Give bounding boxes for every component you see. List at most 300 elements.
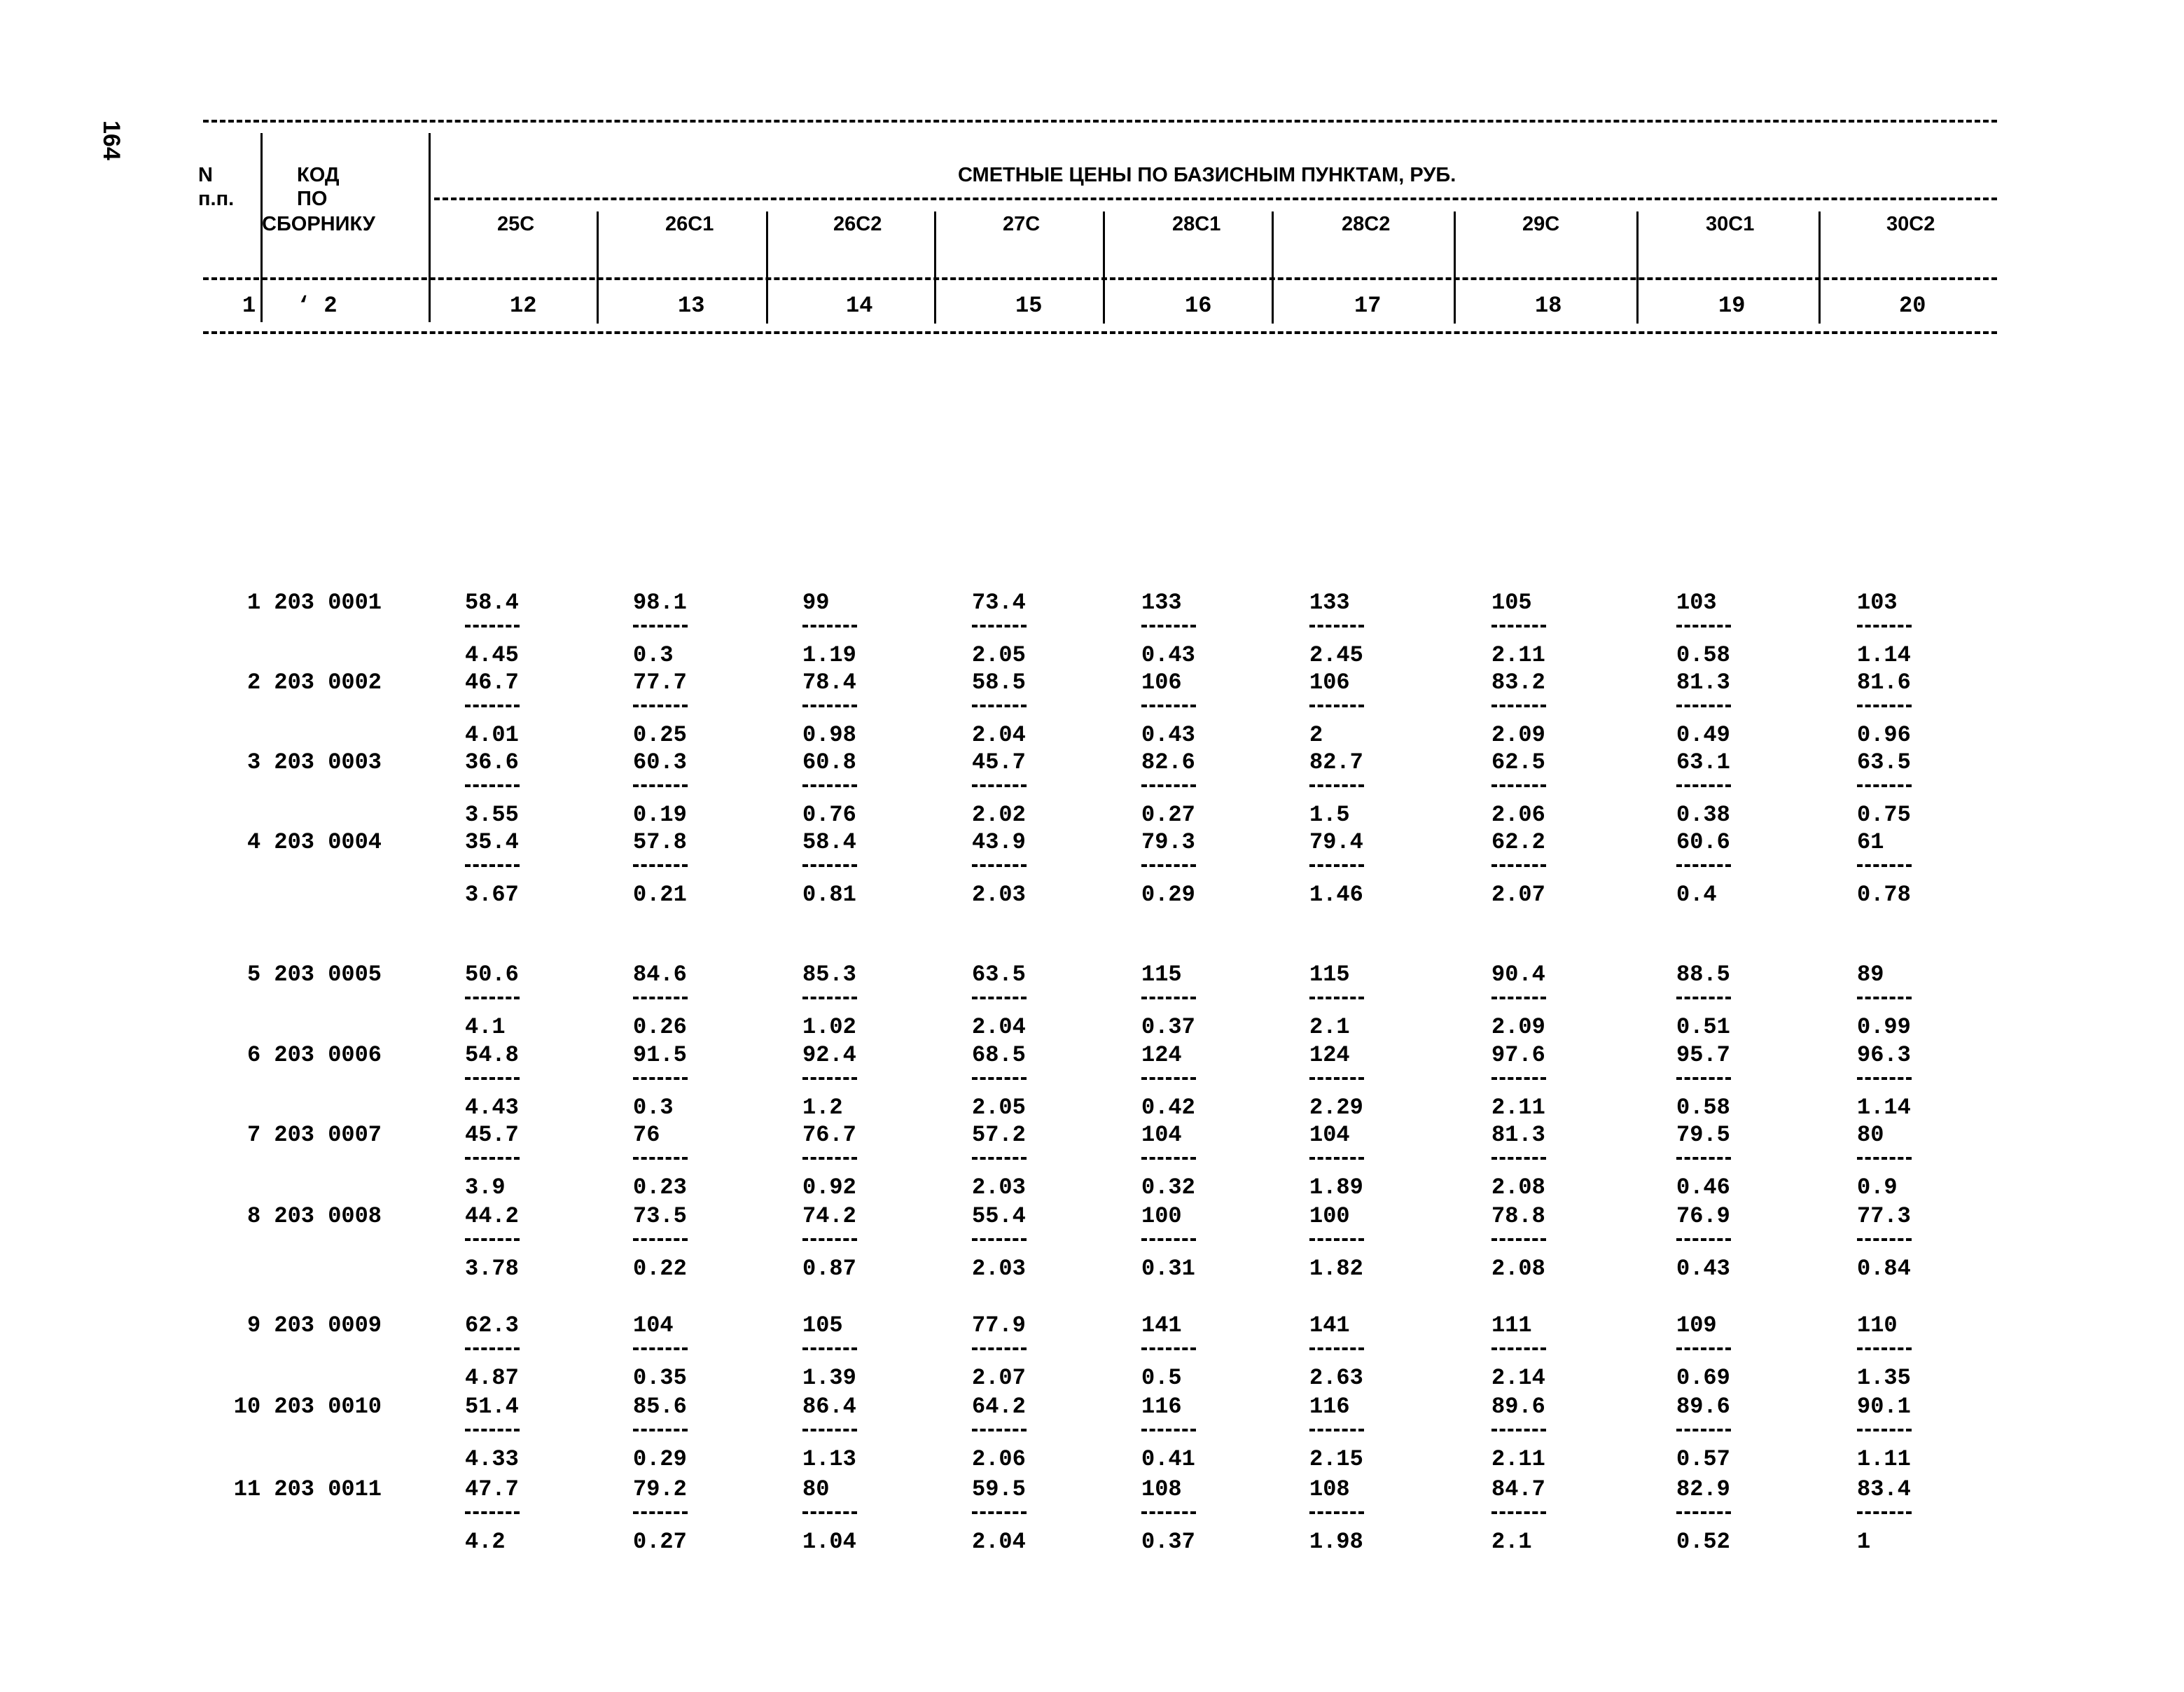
fraction-bar [1857,864,1912,867]
price-value: 63.5 [972,962,1026,987]
price-value: 96.3 [1857,1042,1911,1068]
column-number: 15 [1015,293,1043,319]
fraction-bar [1857,1429,1912,1431]
price-value: 58.5 [972,670,1026,695]
column-number: 19 [1718,293,1746,319]
fraction-bar [633,997,688,999]
price-value: 74.2 [802,1203,856,1229]
fraction-bar [465,1511,520,1514]
price-subvalue: 0.41 [1141,1446,1195,1472]
fraction-bar [1141,784,1196,787]
price-subvalue: 0.58 [1676,1095,1730,1121]
price-value: 78.8 [1491,1203,1545,1229]
fraction-bar [972,1429,1027,1431]
price-subvalue: 1.11 [1857,1446,1911,1472]
fraction-bar [802,1238,857,1241]
fraction-bar [465,784,520,787]
price-subvalue: 2.08 [1491,1256,1545,1282]
fraction-bar [1491,997,1546,999]
price-subvalue: 2.11 [1491,1446,1545,1472]
fraction-bar [972,997,1027,999]
price-subvalue: 0.9 [1857,1174,1898,1200]
price-value: 79.5 [1676,1122,1730,1148]
price-value: 77.3 [1857,1203,1911,1229]
price-subvalue: 2.09 [1491,1014,1545,1040]
header-bottom-rule [203,331,1997,334]
price-value: 73.5 [633,1203,687,1229]
fraction-bar [1491,864,1546,867]
price-subvalue: 2.08 [1491,1174,1545,1200]
price-value: 104 [1141,1122,1182,1148]
price-subvalue: 0.26 [633,1014,687,1040]
price-value: 86.4 [802,1394,856,1420]
fraction-bar [1857,705,1912,707]
col-divider [1818,212,1821,324]
price-subvalue: 4.1 [465,1014,506,1040]
price-value: 55.4 [972,1203,1026,1229]
fraction-bar [465,1347,520,1350]
row-code: 7 203 0007 [246,1122,382,1148]
price-value: 133 [1309,590,1350,616]
price-subvalue: 0.42 [1141,1095,1195,1121]
price-value: 116 [1141,1394,1182,1420]
fraction-bar [1857,1511,1912,1514]
column-header: 29С [1522,213,1560,235]
column-number: 20 [1899,293,1926,319]
price-subvalue: 0.49 [1676,722,1730,748]
price-value: 100 [1309,1203,1350,1229]
price-value: 105 [1491,590,1532,616]
header-mid-rule [203,277,1997,280]
fraction-bar [972,1511,1027,1514]
price-subvalue: 2.05 [972,1095,1026,1121]
price-value: 103 [1676,590,1717,616]
price-value: 79.2 [633,1476,687,1502]
row-code: 9 203 0009 [246,1312,382,1338]
price-subvalue: 0.38 [1676,802,1730,828]
fraction-bar [1491,1347,1546,1350]
fraction-bar [1676,997,1731,999]
price-value: 108 [1309,1476,1350,1502]
price-value: 109 [1676,1312,1717,1338]
price-value: 46.7 [465,670,519,695]
price-value: 97.6 [1491,1042,1545,1068]
fraction-bar [1309,705,1364,707]
fraction-bar [1141,1077,1196,1080]
price-value: 89 [1857,962,1884,987]
fraction-bar [1491,1157,1546,1160]
fraction-bar [1676,1511,1731,1514]
column-header: 28С1 [1172,213,1221,235]
fraction-bar [633,864,688,867]
price-subvalue: 4.43 [465,1095,519,1121]
fraction-bar [972,1077,1027,1080]
fraction-bar [1309,625,1364,627]
price-subvalue: 0.87 [802,1256,856,1282]
price-value: 124 [1309,1042,1350,1068]
price-subvalue: 0.3 [633,642,674,668]
price-value: 35.4 [465,829,519,855]
price-subvalue: 0.29 [1141,882,1195,908]
price-subvalue: 2.11 [1491,1095,1545,1121]
col-divider [766,212,768,324]
header-n: N [198,164,213,186]
price-value: 81.6 [1857,670,1911,695]
fraction-bar [1141,1157,1196,1160]
price-value: 80 [802,1476,830,1502]
fraction-bar [1141,864,1196,867]
column-number: 16 [1185,293,1212,319]
price-subvalue: 2.04 [972,722,1026,748]
price-subvalue: 1.13 [802,1446,856,1472]
price-value: 81.3 [1491,1122,1545,1148]
price-value: 36.6 [465,749,519,775]
fraction-bar [1676,784,1731,787]
price-value: 90.1 [1857,1394,1911,1420]
price-value: 115 [1309,962,1350,987]
price-subvalue: 2.15 [1309,1446,1363,1472]
fraction-bar [1676,705,1731,707]
price-subvalue: 1.2 [802,1095,843,1121]
fraction-bar [633,1238,688,1241]
fraction-bar [1309,1238,1364,1241]
price-subvalue: 1.04 [802,1529,856,1555]
fraction-bar [1141,1511,1196,1514]
col-divider [934,212,936,324]
price-subvalue: 0.51 [1676,1014,1730,1040]
price-value: 44.2 [465,1203,519,1229]
price-subvalue: 2.1 [1309,1014,1350,1040]
header-sborniku: СБОРНИКУ [262,213,375,235]
column-number: 12 [510,293,537,319]
page-number: 164 [98,120,125,160]
price-subvalue: 3.55 [465,802,519,828]
price-subvalue: 1.46 [1309,882,1363,908]
fraction-bar [465,1238,520,1241]
column-header: 30С2 [1886,213,1935,235]
fraction-bar [1309,1157,1364,1160]
fraction-bar [972,705,1027,707]
price-value: 81.3 [1676,670,1730,695]
price-subvalue: 2 [1309,722,1323,748]
price-subvalue: 3.9 [465,1174,506,1200]
row-code: 11 203 0011 [233,1476,382,1502]
price-value: 54.8 [465,1042,519,1068]
price-value: 85.3 [802,962,856,987]
price-value: 103 [1857,590,1898,616]
price-subvalue: 0.27 [1141,802,1195,828]
price-subvalue: 2.07 [972,1365,1026,1391]
fraction-bar [1309,1347,1364,1350]
price-value: 57.2 [972,1122,1026,1148]
price-value: 73.4 [972,590,1026,616]
col-divider [1454,212,1456,324]
header-num-1: 1 [242,293,256,319]
price-subvalue: 1.14 [1857,642,1911,668]
price-value: 104 [1309,1122,1350,1148]
price-value: 82.7 [1309,749,1363,775]
fraction-bar [1857,1238,1912,1241]
price-subvalue: 1.19 [802,642,856,668]
fraction-bar [1857,1347,1912,1350]
fraction-bar [1676,1157,1731,1160]
price-value: 80 [1857,1122,1884,1148]
price-subvalue: 2.03 [972,1256,1026,1282]
price-subvalue: 3.78 [465,1256,519,1282]
price-subvalue: 0.27 [633,1529,687,1555]
fraction-bar [1491,784,1546,787]
price-value: 62.3 [465,1312,519,1338]
price-subvalue: 1.14 [1857,1095,1911,1121]
price-value: 63.1 [1676,749,1730,775]
price-value: 124 [1141,1042,1182,1068]
col-divider [1272,212,1274,324]
price-subvalue: 0.84 [1857,1256,1911,1282]
row-code: 5 203 0005 [246,962,382,987]
price-value: 88.5 [1676,962,1730,987]
price-value: 95.7 [1676,1042,1730,1068]
price-value: 98.1 [633,590,687,616]
fraction-bar [802,784,857,787]
fraction-bar [1857,1157,1912,1160]
price-subvalue: 2.03 [972,882,1026,908]
fraction-bar [972,625,1027,627]
fraction-bar [1857,1077,1912,1080]
price-subvalue: 2.04 [972,1529,1026,1555]
price-value: 43.9 [972,829,1026,855]
price-value: 133 [1141,590,1182,616]
price-value: 84.7 [1491,1476,1545,1502]
price-subvalue: 2.07 [1491,882,1545,908]
fraction-bar [465,864,520,867]
row-code: 1 203 0001 [246,590,382,616]
price-subvalue: 0.43 [1676,1256,1730,1282]
fraction-bar [633,784,688,787]
price-subvalue: 0.57 [1676,1446,1730,1472]
price-subvalue: 0.52 [1676,1529,1730,1555]
price-subvalue: 2.02 [972,802,1026,828]
col-divider [597,212,599,324]
fraction-bar [802,864,857,867]
fraction-bar [465,1429,520,1431]
fraction-bar [1676,1347,1731,1350]
price-subvalue: 0.5 [1141,1365,1182,1391]
fraction-bar [1857,784,1912,787]
price-subvalue: 2.63 [1309,1365,1363,1391]
fraction-bar [1857,625,1912,627]
fraction-bar [465,625,520,627]
price-value: 76.7 [802,1122,856,1148]
price-subvalue: 4.01 [465,722,519,748]
fraction-bar [1141,1238,1196,1241]
column-header: 26С2 [833,213,882,235]
fraction-bar [802,1347,857,1350]
price-value: 89.6 [1676,1394,1730,1420]
fraction-bar [1309,1077,1364,1080]
price-subvalue: 0.76 [802,802,856,828]
price-value: 104 [633,1312,674,1338]
price-value: 99 [802,590,830,616]
price-value: 82.9 [1676,1476,1730,1502]
fraction-bar [802,997,857,999]
price-value: 141 [1309,1312,1350,1338]
fraction-bar [972,1238,1027,1241]
price-value: 64.2 [972,1394,1026,1420]
price-subvalue: 0.43 [1141,722,1195,748]
row-code: 10 203 0010 [233,1394,382,1420]
price-subvalue: 0.69 [1676,1365,1730,1391]
column-header: 27С [1003,213,1041,235]
price-subvalue: 0.4 [1676,882,1717,908]
price-subvalue: 1.98 [1309,1529,1363,1555]
price-subvalue: 2.09 [1491,722,1545,748]
fraction-bar [465,997,520,999]
price-subvalue: 2.29 [1309,1095,1363,1121]
fraction-bar [802,1429,857,1431]
price-subvalue: 0.96 [1857,722,1911,748]
price-subvalue: 0.99 [1857,1014,1911,1040]
fraction-bar [1141,1429,1196,1431]
price-value: 91.5 [633,1042,687,1068]
price-value: 57.8 [633,829,687,855]
fraction-bar [465,705,520,707]
fraction-bar [633,1429,688,1431]
price-value: 58.4 [465,590,519,616]
price-value: 60.3 [633,749,687,775]
fraction-bar [802,625,857,627]
fraction-bar [802,1157,857,1160]
row-code: 4 203 0004 [246,829,382,855]
price-subvalue: 0.81 [802,882,856,908]
price-subvalue: 3.67 [465,882,519,908]
fraction-bar [465,1157,520,1160]
row-code: 3 203 0003 [246,749,382,775]
fraction-bar [972,1157,1027,1160]
price-value: 89.6 [1491,1394,1545,1420]
column-number: 17 [1354,293,1382,319]
price-value: 45.7 [465,1122,519,1148]
price-value: 108 [1141,1476,1182,1502]
fraction-bar [1141,625,1196,627]
column-number: 14 [846,293,873,319]
header-title: СМЕТНЫЕ ЦЕНЫ ПО БАЗИСНЫМ ПУНКТАМ, РУБ. [958,164,1456,186]
header-pp: п.п. [198,188,235,210]
price-subvalue: 1.89 [1309,1174,1363,1200]
fraction-bar [1491,705,1546,707]
price-value: 141 [1141,1312,1182,1338]
price-subvalue: 0.31 [1141,1256,1195,1282]
fraction-bar [1491,1429,1546,1431]
price-subvalue: 0.75 [1857,802,1911,828]
column-header: 26С1 [665,213,714,235]
price-value: 58.4 [802,829,856,855]
column-header: 30С1 [1706,213,1755,235]
fraction-bar [1491,625,1546,627]
price-subvalue: 2.11 [1491,642,1545,668]
price-subvalue: 4.45 [465,642,519,668]
fraction-bar [1141,1347,1196,1350]
price-value: 105 [802,1312,843,1338]
price-subvalue: 0.35 [633,1365,687,1391]
price-value: 76 [633,1122,660,1148]
column-number: 18 [1535,293,1562,319]
price-subvalue: 1.39 [802,1365,856,1391]
fraction-bar [802,705,857,707]
price-value: 116 [1309,1394,1350,1420]
fraction-bar [1309,1511,1364,1514]
price-subvalue: 0.46 [1676,1174,1730,1200]
price-subvalue: 0.98 [802,722,856,748]
fraction-bar [1676,1429,1731,1431]
price-subvalue: 0.3 [633,1095,674,1121]
price-value: 83.4 [1857,1476,1911,1502]
price-value: 47.7 [465,1476,519,1502]
price-subvalue: 1.5 [1309,802,1350,828]
price-subvalue: 1.02 [802,1014,856,1040]
price-subvalue: 1.82 [1309,1256,1363,1282]
fraction-bar [1309,864,1364,867]
header-num-2: ‘ 2 [297,293,338,319]
price-value: 45.7 [972,749,1026,775]
header-code: КОД [297,164,340,186]
price-value: 85.6 [633,1394,687,1420]
fraction-bar [1309,997,1364,999]
fraction-bar [1676,1077,1731,1080]
fraction-bar [1676,1238,1731,1241]
price-value: 62.2 [1491,829,1545,855]
fraction-bar [633,1347,688,1350]
price-subvalue: 4.33 [465,1446,519,1472]
price-subvalue: 4.87 [465,1365,519,1391]
price-value: 50.6 [465,962,519,987]
price-value: 82.6 [1141,749,1195,775]
price-value: 76.9 [1676,1203,1730,1229]
price-subvalue: 0.23 [633,1174,687,1200]
col-divider [429,133,431,322]
fraction-bar [633,1157,688,1160]
price-subvalue: 2.1 [1491,1529,1532,1555]
price-subvalue: 0.37 [1141,1014,1195,1040]
fraction-bar [633,1077,688,1080]
price-value: 62.5 [1491,749,1545,775]
fraction-bar [802,1077,857,1080]
row-code: 8 203 0008 [246,1203,382,1229]
column-header: 28С2 [1342,213,1391,235]
price-subvalue: 0.25 [633,722,687,748]
fraction-bar [802,1511,857,1514]
title-underline [434,197,1997,200]
price-value: 61 [1857,829,1884,855]
price-value: 83.2 [1491,670,1545,695]
price-subvalue: 0.22 [633,1256,687,1282]
fraction-bar [1309,1429,1364,1431]
fraction-bar [1491,1238,1546,1241]
price-subvalue: 0.21 [633,882,687,908]
price-subvalue: 0.37 [1141,1529,1195,1555]
price-value: 60.8 [802,749,856,775]
fraction-bar [1491,1077,1546,1080]
price-value: 60.6 [1676,829,1730,855]
column-header: 25С [497,213,535,235]
price-subvalue: 0.32 [1141,1174,1195,1200]
fraction-bar [465,1077,520,1080]
fraction-bar [1141,705,1196,707]
price-subvalue: 2.04 [972,1014,1026,1040]
fraction-bar [1309,784,1364,787]
fraction-bar [633,1511,688,1514]
col-divider [1103,212,1105,324]
price-value: 68.5 [972,1042,1026,1068]
